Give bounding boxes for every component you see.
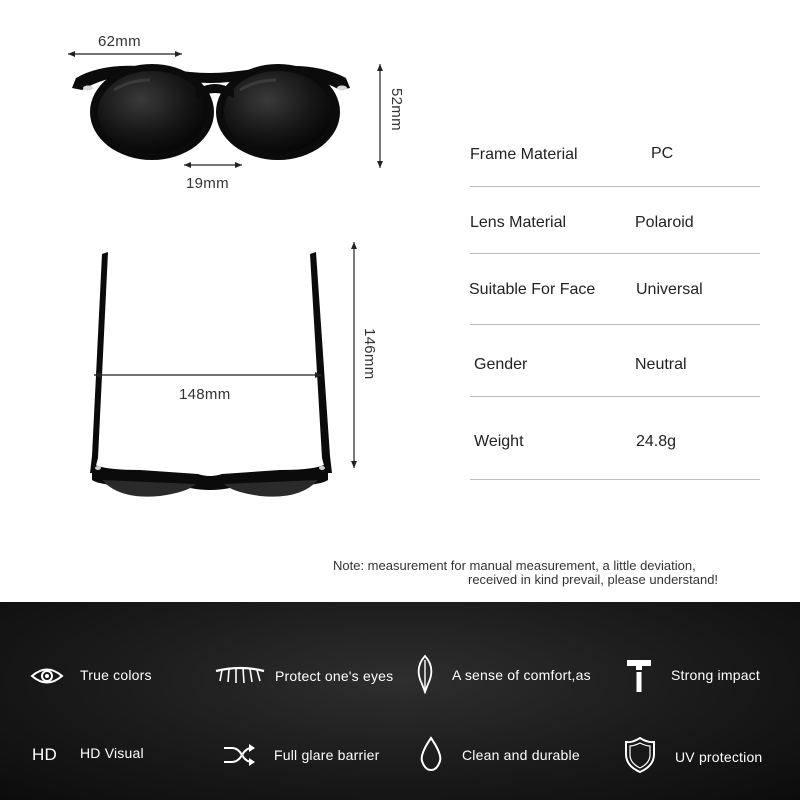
spec-label-gender: Gender: [474, 356, 528, 373]
lens-width-label: 62mm: [98, 33, 141, 50]
shuffle-icon: [222, 743, 256, 767]
spec-divider: [470, 396, 760, 397]
water-drop-icon: [418, 736, 444, 772]
shield-icon: [624, 736, 656, 774]
spec-label-frame-material: Frame Material: [470, 146, 578, 163]
spec-divider: [470, 324, 760, 325]
temple-length-label: 146mm: [361, 328, 378, 380]
temple-span-label: 148mm: [179, 386, 231, 403]
spec-label-lens-material: Lens Material: [470, 214, 567, 231]
feature-text-true-colors: True colors: [80, 667, 152, 683]
top-dimension-lines: [88, 236, 378, 476]
spec-value-face: Universal: [636, 281, 703, 298]
feature-text-hd-visual: HD Visual: [80, 745, 144, 761]
eye-icon: [30, 665, 64, 687]
spec-value-weight: 24.8g: [636, 433, 677, 450]
front-dimension-lines: [60, 40, 400, 190]
measurement-note-line1: Note: measurement for manual measurement, a little deviation,: [333, 558, 696, 573]
feature-text-uv-protection: UV protection: [675, 749, 763, 765]
spec-label-weight: Weight: [474, 433, 524, 450]
eyelash-icon: [214, 665, 266, 685]
feature-text-strong-impact: Strong impact: [671, 667, 760, 683]
measurement-note-line2: received in kind prevail, please understand!: [468, 572, 719, 587]
spec-value-lens-material: Polaroid: [635, 214, 694, 231]
spec-divider: [470, 253, 760, 254]
spec-label-face: Suitable For Face: [469, 281, 596, 298]
spec-divider: [470, 186, 760, 187]
feature-text-protect-eyes: Protect one's eyes: [275, 668, 394, 684]
feather-icon: [414, 654, 436, 694]
feature-text-glare-barrier: Full glare barrier: [274, 747, 380, 763]
hammer-icon: [624, 654, 654, 694]
lens-height-label: 52mm: [388, 88, 405, 131]
spec-divider: [470, 479, 760, 480]
spec-value-gender: Neutral: [635, 356, 687, 373]
bridge-width-label: 19mm: [186, 175, 229, 192]
hd-icon: HD: [32, 745, 57, 764]
feature-text-clean-durable: Clean and durable: [462, 747, 580, 763]
spec-value-frame-material: PC: [651, 145, 674, 162]
feature-banner: [0, 602, 800, 800]
feature-text-comfort: A sense of comfort,as: [452, 667, 591, 683]
